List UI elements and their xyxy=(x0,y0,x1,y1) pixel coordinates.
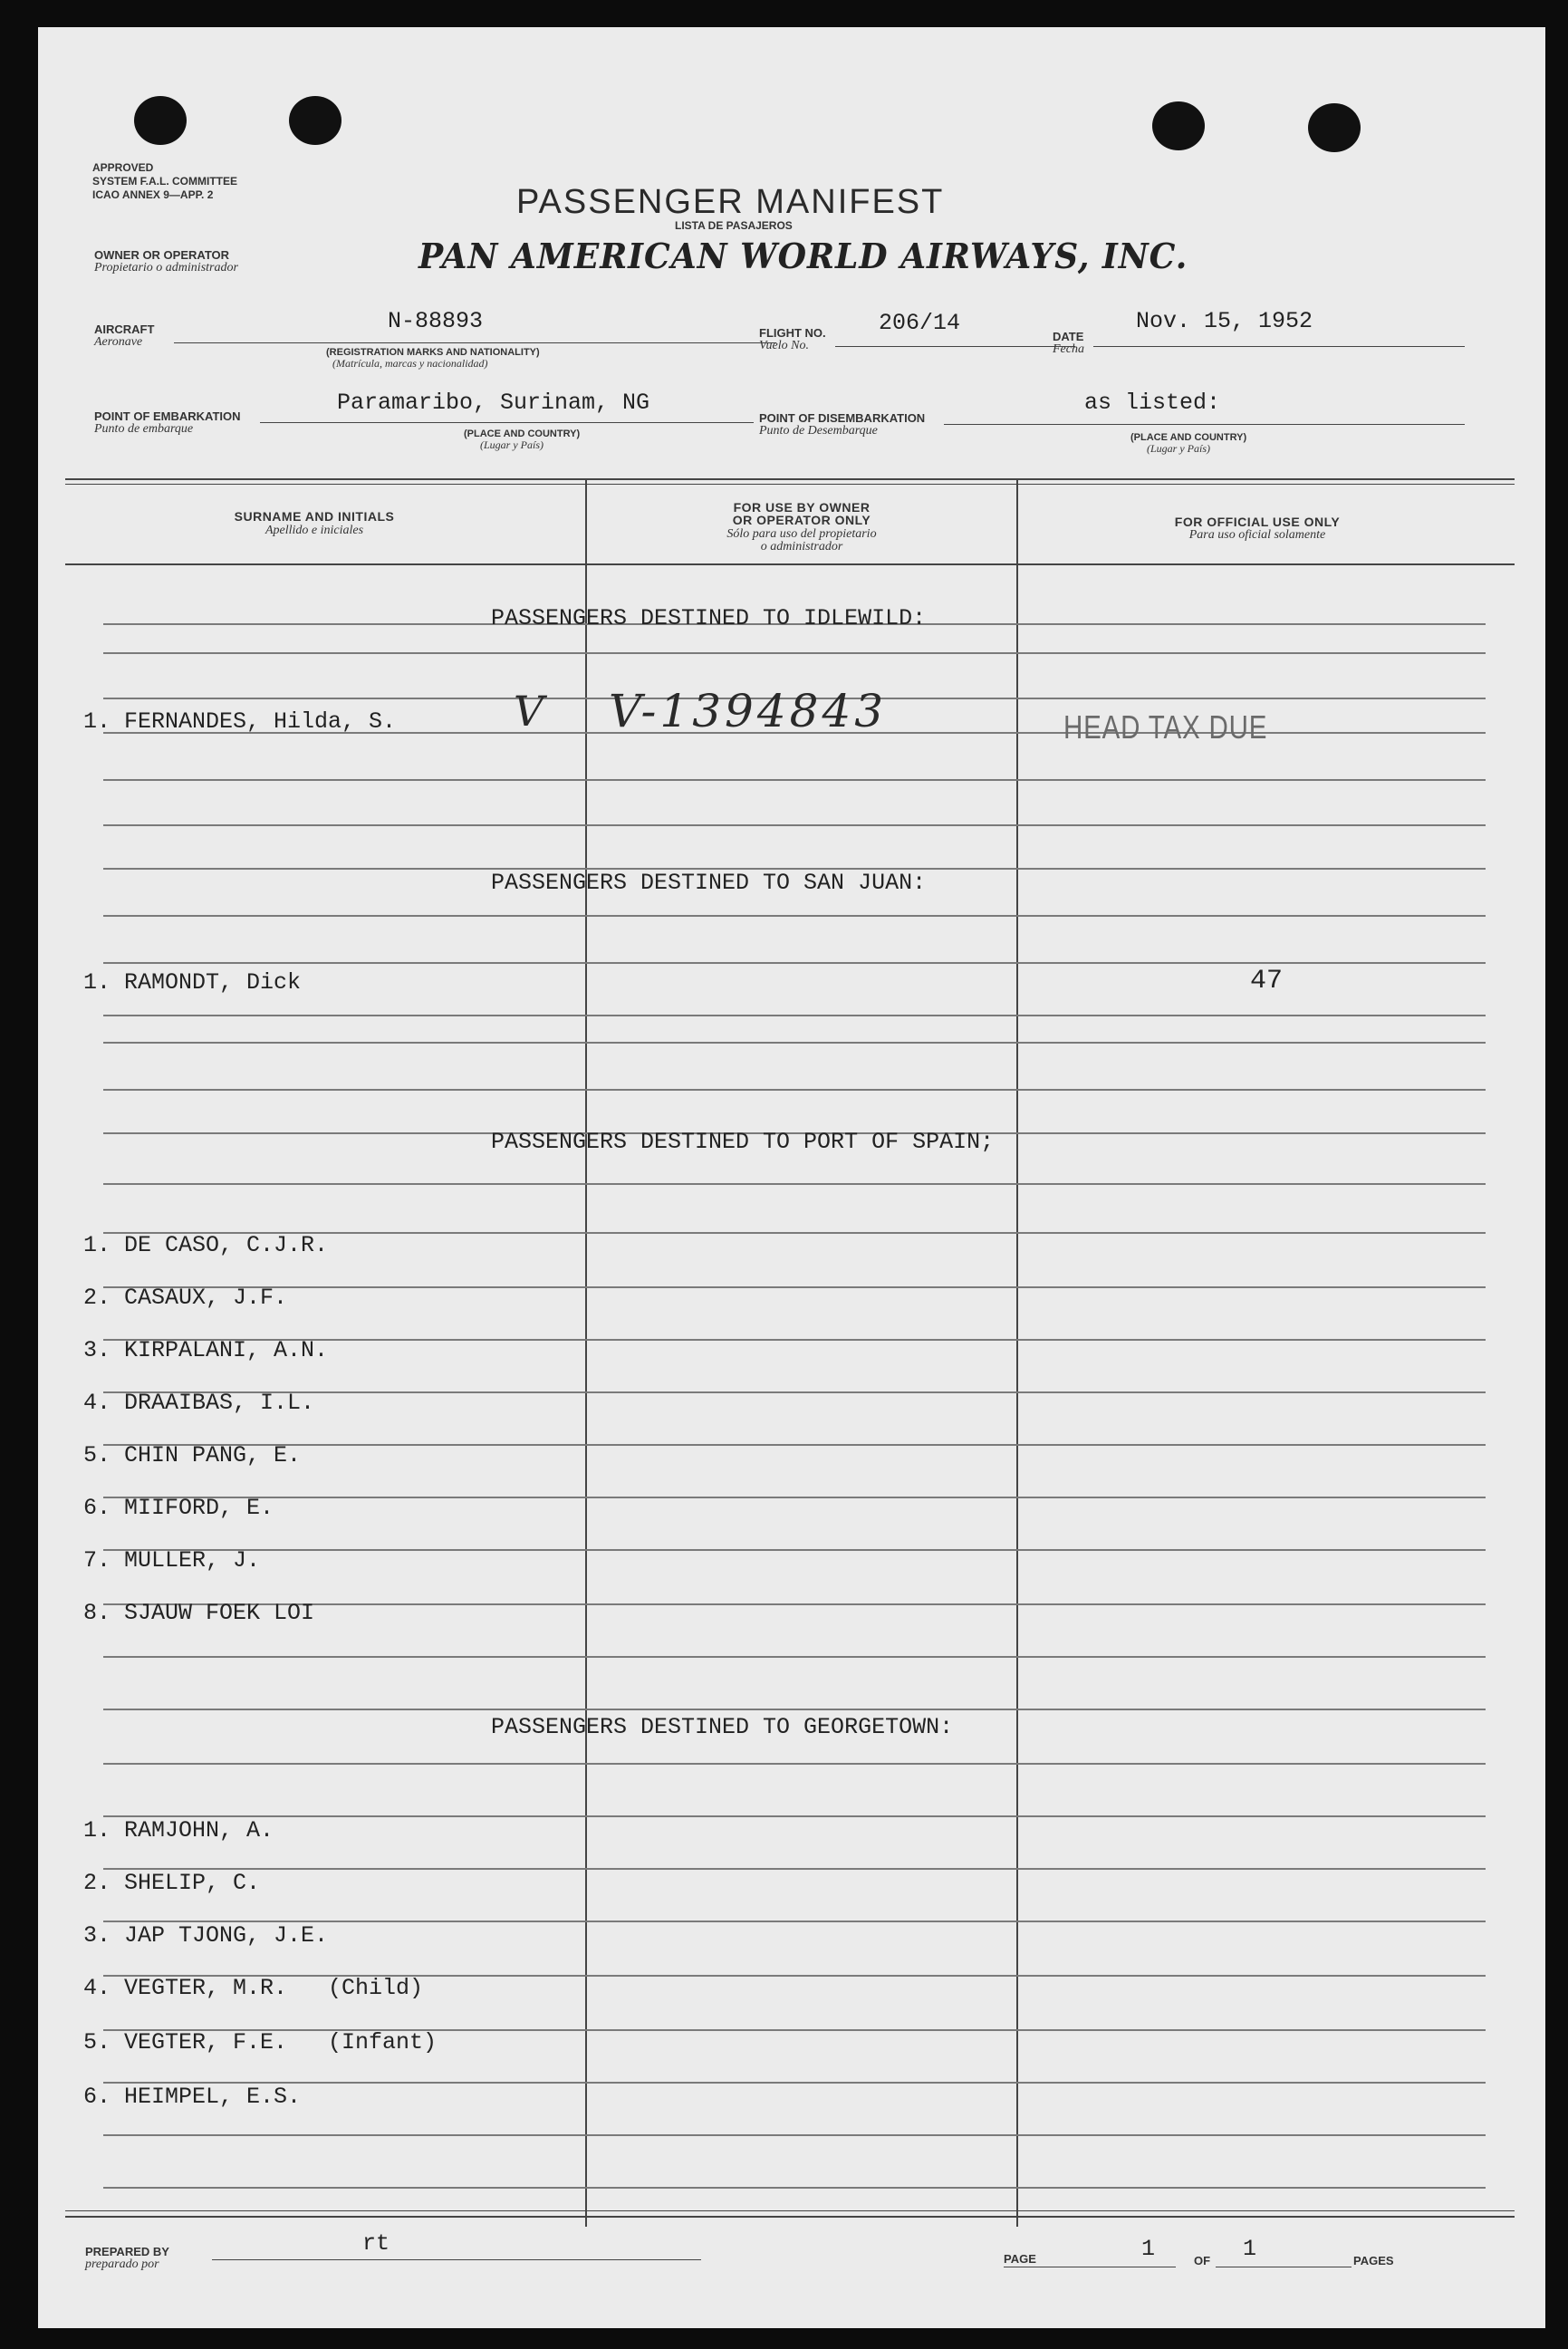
pages-label: PAGES xyxy=(1353,2254,1394,2267)
ruled-line xyxy=(103,1709,1486,1710)
passenger-row: 2. SHELIP, C. xyxy=(83,1870,261,1896)
prepared-label: PREPARED BY xyxy=(85,2245,169,2258)
flight-no-underline xyxy=(835,346,1075,347)
operator-name: PAN AMERICAN WORLD AIRWAYS, INC. xyxy=(418,236,1188,276)
prepared-label-es: preparado por xyxy=(85,2258,159,2271)
date-label-es: Fecha xyxy=(1053,342,1084,356)
passenger-row: 3. JAP TJONG, J.E. xyxy=(83,1922,329,1949)
aircraft-label: AIRCRAFT xyxy=(94,323,155,336)
ruled-line xyxy=(103,2082,1486,2084)
passenger-row: 6. MIIFORD, E. xyxy=(83,1495,274,1521)
approval-line: SYSTEM F.A.L. COMMITTEE xyxy=(92,175,238,188)
section-heading-port-of-spain: PASSENGERS DESTINED TO PORT OF SPAIN; xyxy=(491,1129,995,1155)
ruled-line xyxy=(103,1497,1486,1498)
ruled-line xyxy=(103,1656,1486,1658)
col2-header-line1: FOR USE BY OWNER xyxy=(733,500,871,515)
approval-block xyxy=(92,161,237,202)
date-label: DATE xyxy=(1053,330,1084,343)
date-underline xyxy=(1093,346,1465,347)
official-number: 47 xyxy=(1250,966,1284,996)
passenger-row: 4. VEGTER, M.R. (Child) xyxy=(83,1975,424,2001)
passenger-row: 2. CASAUX, J.F. xyxy=(83,1285,288,1311)
of-label: OF xyxy=(1194,2254,1211,2267)
disembark-underline xyxy=(944,424,1465,425)
ruled-line xyxy=(103,1089,1486,1091)
section-heading-georgetown: PASSENGERS DESTINED TO GEORGETOWN: xyxy=(491,1714,954,1740)
owner-label-es: Propietario o administrador xyxy=(94,261,238,274)
flight-no-value: 206/14 xyxy=(879,310,961,336)
aircraft-label-es: Aeronave xyxy=(94,335,143,349)
ruled-line xyxy=(103,1815,1486,1817)
approval-line: ICAO ANNEX 9—APP. 2 xyxy=(92,188,214,201)
passenger-row: 4. DRAAIBAS, I.L. xyxy=(83,1390,315,1416)
head-tax-stamp: HEAD TAX DUE xyxy=(1063,708,1268,746)
col3-header-es: Para uso oficial solamente xyxy=(1188,528,1326,542)
ruled-line xyxy=(103,1015,1486,1016)
disembark-label: POINT OF DISEMBARKATION xyxy=(759,411,926,425)
punch-hole-right-2 xyxy=(1308,103,1361,152)
registration-note: (REGISTRATION MARKS AND NATIONALITY) xyxy=(326,347,540,358)
ruled-line xyxy=(103,1286,1486,1288)
embark-label-es: Punto de embarque xyxy=(94,422,194,436)
ruled-line xyxy=(103,1549,1486,1551)
ruled-line xyxy=(103,915,1486,917)
total-pages: 1 xyxy=(1243,2236,1257,2262)
owner-label: OWNER OR OPERATOR xyxy=(94,248,230,262)
prepared-underline xyxy=(212,2259,701,2260)
passenger-row: 1. RAMONDT, Dick xyxy=(83,969,302,996)
col2-header-es-line2: o administrador xyxy=(760,540,843,554)
ruled-line xyxy=(103,1444,1486,1446)
passenger-row: 7. MULLER, J. xyxy=(83,1547,261,1574)
passenger-row: 6. HEIMPEL, E.S. xyxy=(83,2084,302,2110)
visa-number: V-1394843 xyxy=(609,685,888,737)
place-note-disembark: (PLACE AND COUNTRY) xyxy=(1130,432,1247,443)
ruled-line xyxy=(103,962,1486,964)
embark-value: Paramaribo, Surinam, NG xyxy=(337,390,650,416)
table-top-border-inner xyxy=(65,484,1515,485)
page-title-es: LISTA DE PASAJEROS xyxy=(675,219,793,232)
section-heading-san-juan: PASSENGERS DESTINED TO SAN JUAN: xyxy=(491,870,927,896)
passenger-row: 8. SJAUW FOEK LOI xyxy=(83,1600,315,1626)
passenger-row: 1. FERNANDES, Hilda, S. xyxy=(83,708,397,735)
date-value: Nov. 15, 1952 xyxy=(1136,308,1313,334)
place-note-disembark-es: (Lugar y País) xyxy=(1147,442,1210,455)
table-bottom-border-inner xyxy=(65,2210,1515,2211)
punch-hole-left-1 xyxy=(134,96,187,145)
prepared-value: rt xyxy=(362,2230,390,2257)
flight-no-label-es: Vuelo No. xyxy=(759,339,809,352)
place-note-embark-es: (Lugar y País) xyxy=(480,438,544,451)
punch-hole-left-2 xyxy=(289,96,341,145)
ruled-line xyxy=(103,1763,1486,1765)
approval-line: APPROVED xyxy=(92,161,154,174)
col2-header-es-line1: Sólo para uso del propietario xyxy=(726,527,877,541)
aircraft-value: N-88893 xyxy=(388,308,484,334)
disembark-value: as listed: xyxy=(1084,390,1221,416)
place-note-embark: (PLACE AND COUNTRY) xyxy=(464,428,581,439)
column-divider-2 xyxy=(1016,480,1018,2227)
page-number: 1 xyxy=(1141,2236,1156,2262)
passenger-row: 5. VEGTER, F.E. (Infant) xyxy=(83,2029,438,2055)
ruled-line xyxy=(103,1868,1486,1870)
ruled-line xyxy=(103,779,1486,781)
column-divider-1 xyxy=(585,480,587,2227)
table-top-border xyxy=(65,478,1515,480)
registration-note-es: (Matrícula, marcas y nacionalidad) xyxy=(332,357,488,370)
check-mark: V xyxy=(514,687,548,736)
col2-header-line2: OR OPERATOR ONLY xyxy=(732,513,871,527)
header-bottom-border xyxy=(65,563,1515,565)
page-label: PAGE xyxy=(1004,2252,1036,2266)
disembark-label-es: Punto de Desembarque xyxy=(759,424,878,438)
table-bottom-border xyxy=(65,2216,1515,2218)
ruled-line xyxy=(103,2187,1486,2189)
col3-header: FOR OFFICIAL USE ONLY xyxy=(1174,515,1341,529)
passenger-row: 5. CHIN PANG, E. xyxy=(83,1442,302,1468)
aircraft-underline xyxy=(174,342,776,343)
section-heading-idlewild: PASSENGERS DESTINED TO IDLEWILD: xyxy=(491,605,927,631)
ruled-line xyxy=(103,1042,1486,1044)
passenger-row: 1. DE CASO, C.J.R. xyxy=(83,1232,329,1258)
embark-label: POINT OF EMBARKATION xyxy=(94,409,241,423)
manifest-sheet xyxy=(38,27,1545,2328)
page-title: PASSENGER MANIFEST xyxy=(516,183,945,221)
passenger-row: 3. KIRPALANI, A.N. xyxy=(83,1337,329,1363)
ruled-line xyxy=(103,652,1486,654)
punch-hole-right-1 xyxy=(1152,101,1205,150)
ruled-line xyxy=(103,824,1486,826)
ruled-line xyxy=(103,1183,1486,1185)
col1-header: SURNAME AND INITIALS xyxy=(234,509,395,524)
ruled-line xyxy=(103,2134,1486,2136)
passenger-row: 1. RAMJOHN, A. xyxy=(83,1817,274,1844)
embark-underline xyxy=(260,422,754,423)
flight-no-label: FLIGHT NO. xyxy=(759,326,826,340)
col1-header-es: Apellido e iniciales xyxy=(265,524,364,537)
